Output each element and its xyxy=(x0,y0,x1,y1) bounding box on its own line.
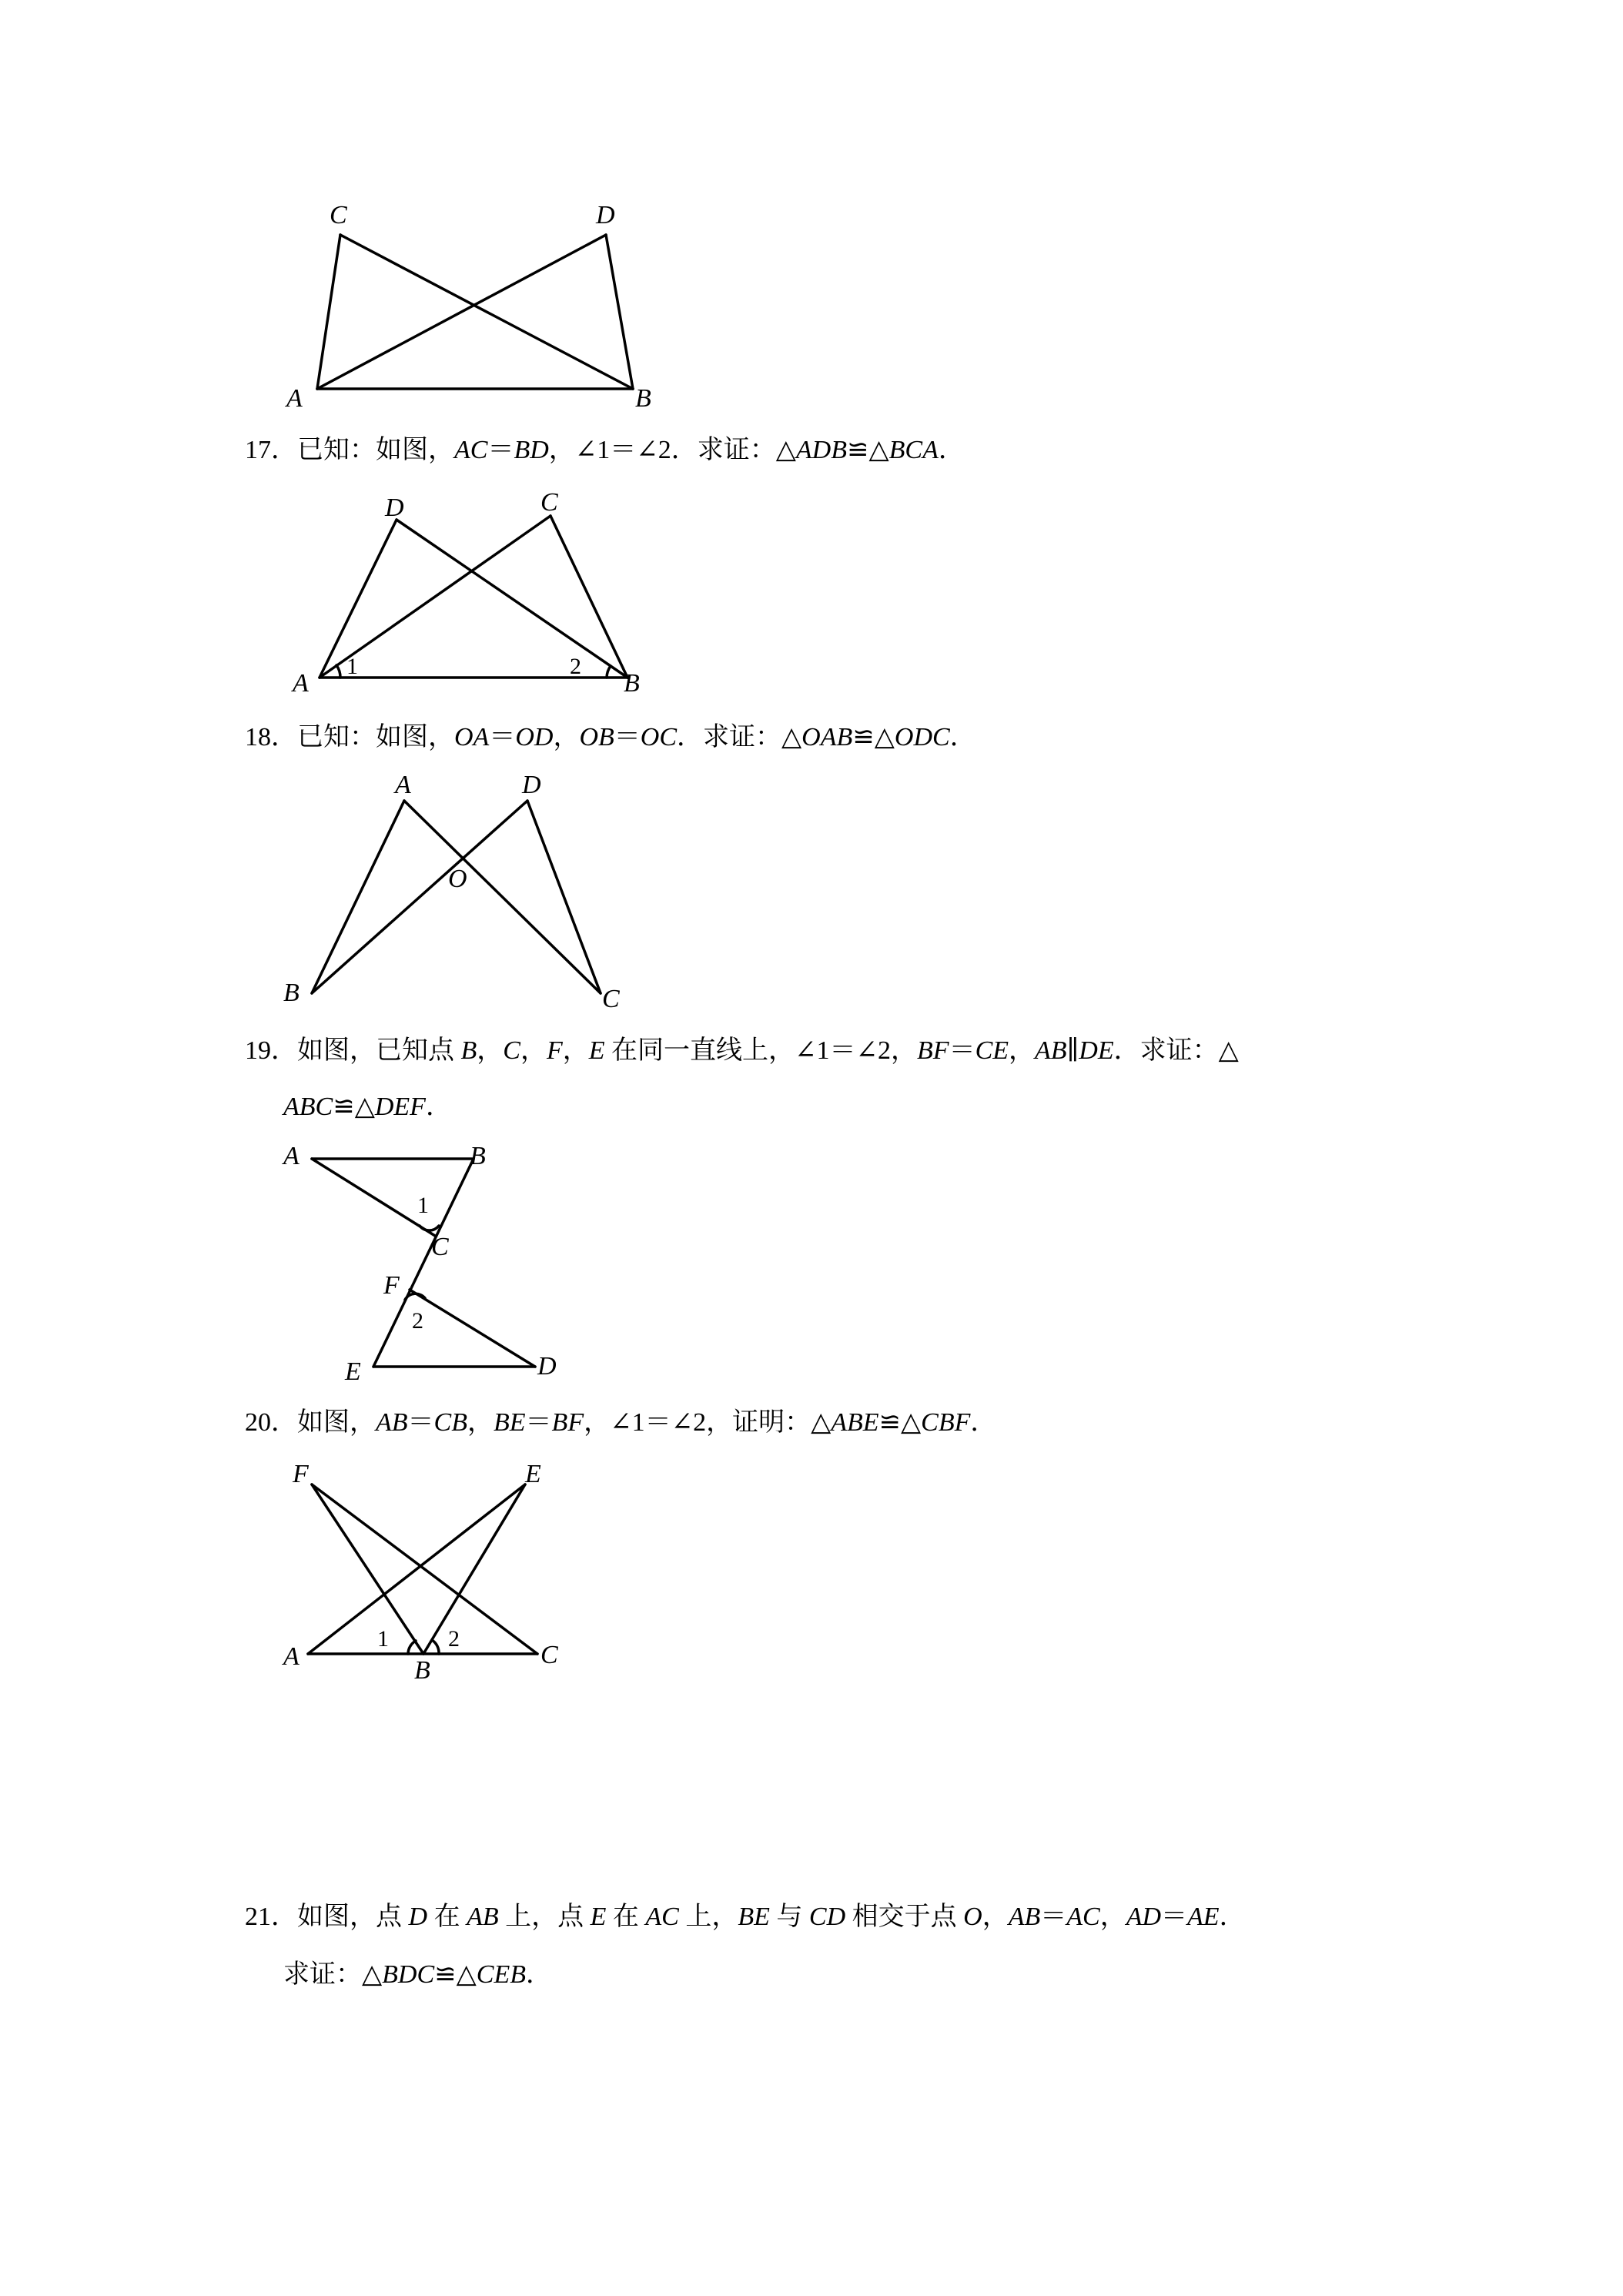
question-number: 19． xyxy=(245,1036,297,1065)
label-c: C xyxy=(602,985,620,1013)
label-d: D xyxy=(522,771,541,799)
question-17: 17．已知：如图，AC＝BD，∠1＝∠2．求证：△ADB≌△BCA． xyxy=(245,436,965,464)
question-number: 20． xyxy=(245,1408,297,1437)
angle-1-label: 1 xyxy=(346,654,358,679)
segment-cb xyxy=(550,516,627,678)
figure-16-diagram xyxy=(277,192,678,416)
label-f: F xyxy=(383,1271,400,1300)
segment-ab xyxy=(312,801,404,993)
angle-1-label: 1 xyxy=(417,1193,429,1218)
question-19-line-1: 19．如图，已知点 B，C，F，E 在同一直线上，∠1＝∠2，BF＝CE，AB∥DE．求证：△ xyxy=(245,1036,1239,1065)
label-b: B xyxy=(283,979,300,1007)
segment-be xyxy=(373,1159,474,1367)
question-number: 17． xyxy=(245,436,297,464)
label-a: A xyxy=(283,1142,300,1170)
segment-ac xyxy=(312,1159,435,1236)
label-b: B xyxy=(624,669,640,698)
figure-19-diagram xyxy=(277,1132,585,1394)
label-a: A xyxy=(395,771,411,799)
segment-dc xyxy=(527,801,601,993)
label-b: B xyxy=(470,1142,486,1170)
label-f: F xyxy=(293,1460,309,1488)
angle-2-arc xyxy=(607,666,611,678)
segment-ca xyxy=(317,235,340,389)
label-d: D xyxy=(596,201,615,229)
segment-fd xyxy=(410,1290,535,1367)
figure-17-diagram xyxy=(285,485,670,701)
question-20: 20．如图，AB＝CB，BE＝BF，∠1＝∠2，证明：△ABE≌△CBF． xyxy=(245,1408,997,1437)
label-e: E xyxy=(525,1460,541,1488)
question-19-line-2: ABC≌△DEF． xyxy=(283,1093,452,1121)
label-e: E xyxy=(345,1357,361,1386)
question-21-line-2: 求证：△BDC≌△CEB． xyxy=(283,1960,553,1989)
label-c: C xyxy=(540,488,558,517)
label-a: A xyxy=(293,669,309,698)
segment-be xyxy=(423,1484,525,1654)
label-d: D xyxy=(537,1352,557,1381)
question-21-line-1: 21．如图，点 D 在 AB 上，点 E 在 AC 上，BE 与 CD 相交于点 O，AB＝AC，AD＝AE． xyxy=(245,1903,1246,1931)
label-a: A xyxy=(286,384,303,413)
label-b: B xyxy=(414,1656,430,1685)
segment-fc xyxy=(312,1484,537,1654)
segment-db xyxy=(312,801,527,993)
angle-2-label: 2 xyxy=(570,654,581,679)
segment-fb xyxy=(312,1484,423,1654)
segment-cb xyxy=(340,235,633,389)
label-a: A xyxy=(283,1642,300,1671)
figure-18-diagram xyxy=(277,770,647,1024)
figure-20-diagram xyxy=(277,1455,585,1694)
question-18: 18．已知：如图，OA＝OD，OB＝OC．求证：△OAB≌△ODC． xyxy=(245,723,976,751)
segment-ac xyxy=(404,801,601,993)
angle-1-arc xyxy=(336,665,340,678)
segment-ad xyxy=(320,520,397,678)
angle-2-arc xyxy=(432,1640,439,1654)
segment-ad xyxy=(317,235,606,389)
label-c: C xyxy=(540,1641,558,1669)
label-d: D xyxy=(385,494,404,522)
segment-ae xyxy=(308,1484,525,1654)
label-c: C xyxy=(330,201,347,229)
segment-db xyxy=(606,235,633,389)
angle-2-label: 2 xyxy=(412,1308,423,1334)
angle-1-arc xyxy=(408,1641,416,1654)
label-b: B xyxy=(635,384,651,413)
angle-1-label: 1 xyxy=(377,1626,389,1652)
question-number: 21． xyxy=(245,1903,297,1931)
label-o: O xyxy=(448,865,467,893)
label-c: C xyxy=(431,1233,449,1261)
angle-2-label: 2 xyxy=(448,1626,460,1652)
question-number: 18． xyxy=(245,723,297,751)
